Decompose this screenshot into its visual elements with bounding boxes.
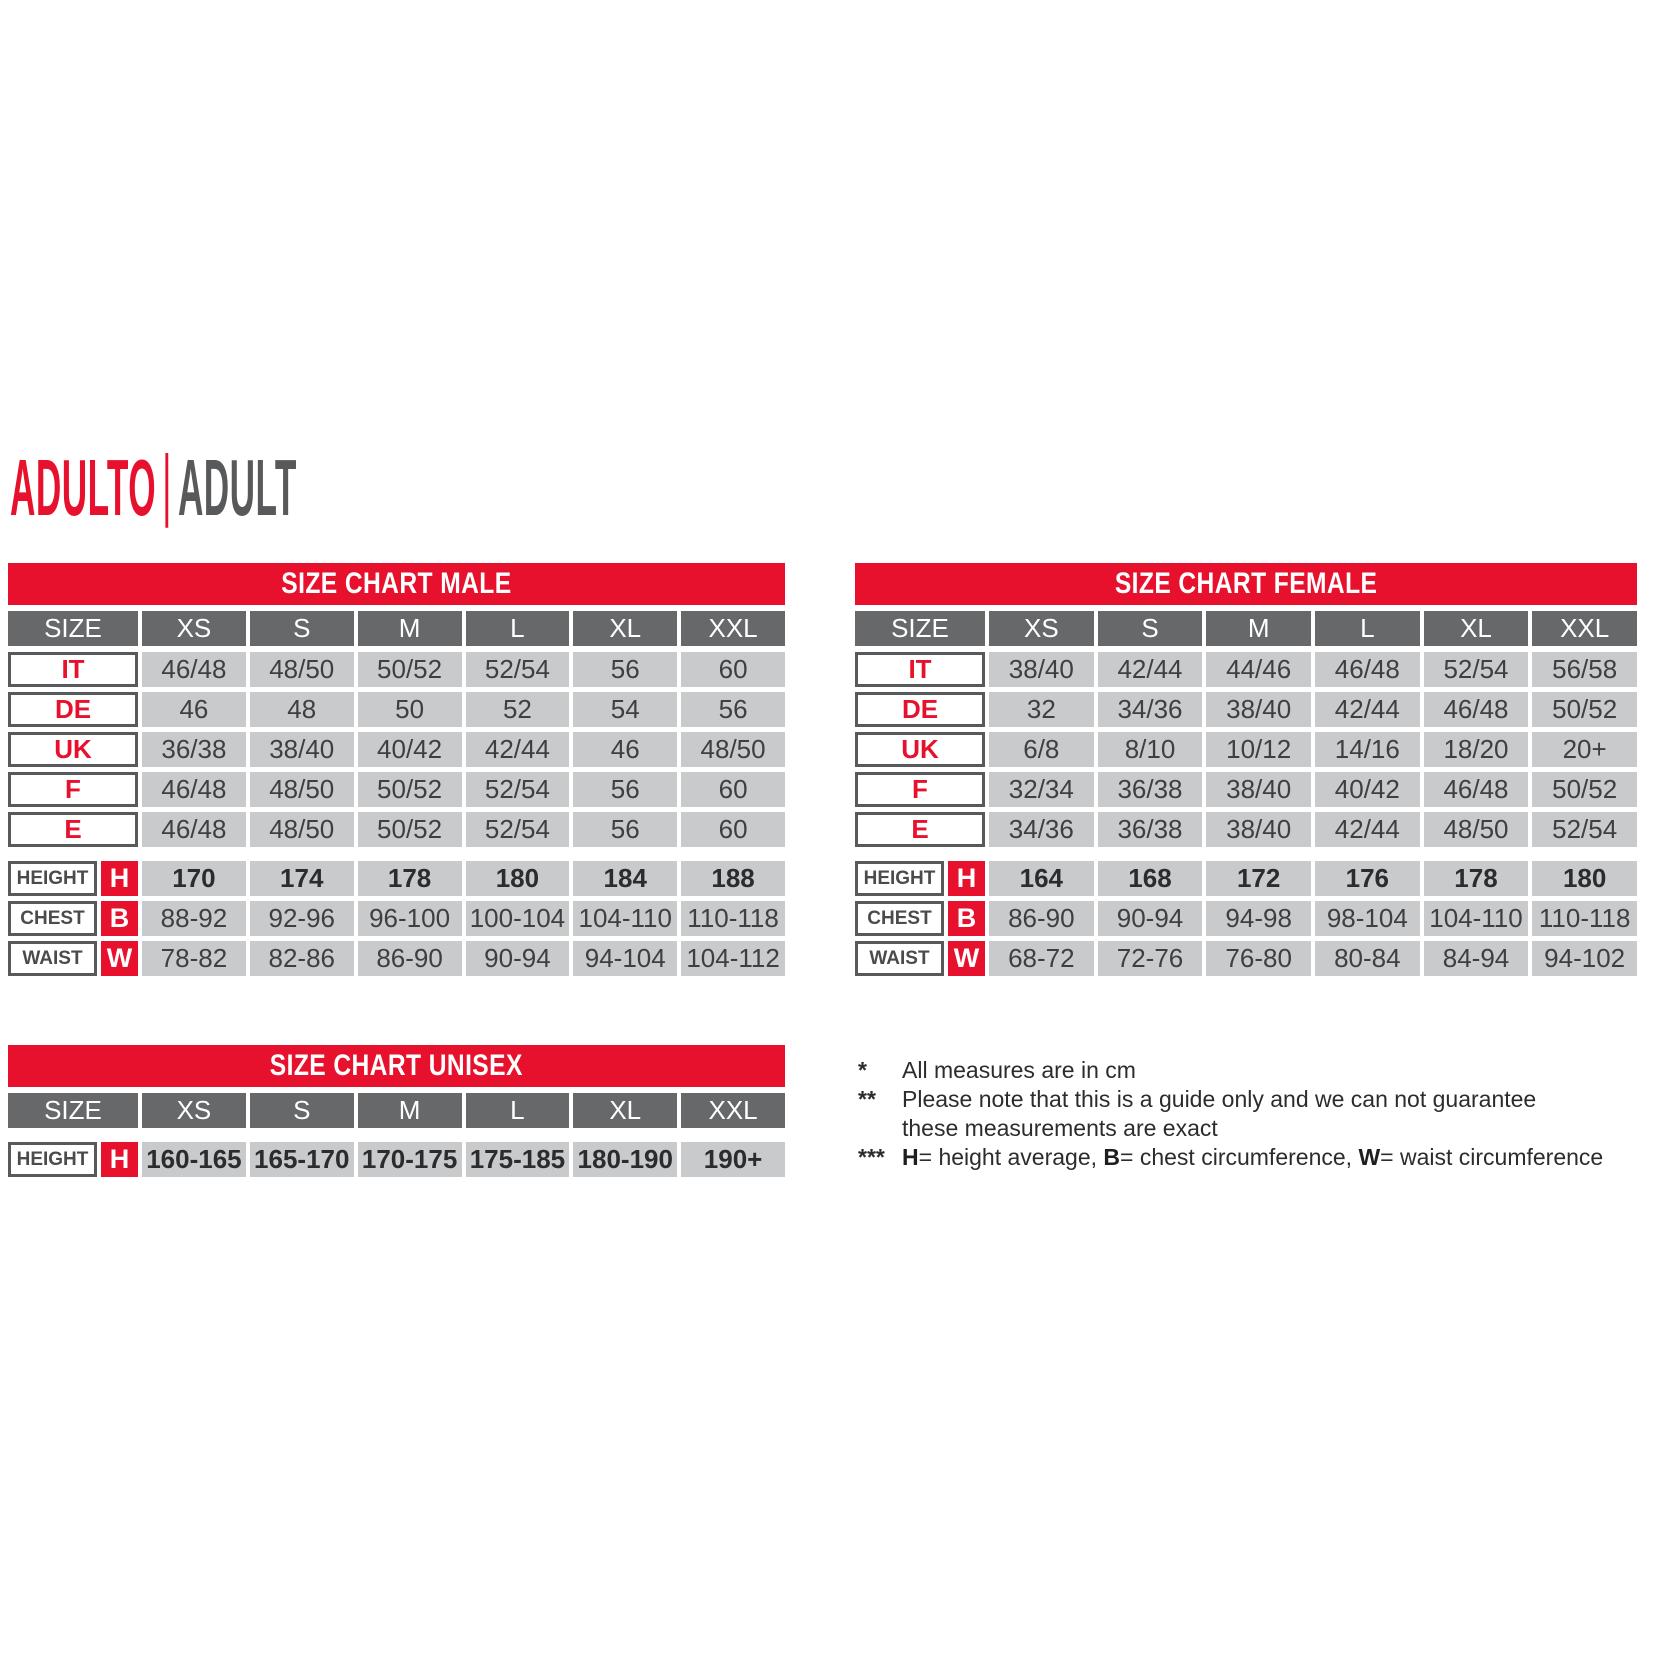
size-column-header: SIZE — [8, 1093, 138, 1128]
measure-label: HEIGHT — [8, 861, 97, 896]
row-label-height — [8, 1142, 138, 1177]
measure-cell: 94-104 — [573, 941, 677, 976]
column-header-l: L — [1315, 611, 1420, 646]
measure-label: HEIGHT — [8, 1142, 97, 1177]
measure-label: WAIST — [855, 941, 944, 976]
row-label-e: E — [855, 812, 985, 847]
measure-cell: 175-185 — [466, 1142, 570, 1177]
measure-cell: 76-80 — [1206, 941, 1311, 976]
table-body — [855, 652, 1637, 847]
column-header-m: M — [358, 611, 462, 646]
measure-cell: 180 — [466, 861, 570, 896]
size-cell: 50/52 — [358, 812, 462, 847]
size-cell: 52/54 — [1424, 652, 1529, 687]
size-cell: 38/40 — [250, 732, 354, 767]
measure-cell: 178 — [358, 861, 462, 896]
measure-cell: 94-98 — [1206, 901, 1311, 936]
measure-cell: 96-100 — [358, 901, 462, 936]
size-cell: 52 — [466, 692, 570, 727]
measure-cell: 86-90 — [358, 941, 462, 976]
measure-code-h: H — [101, 1142, 138, 1177]
row-label-de: DE — [855, 692, 985, 727]
size-cell: 56 — [681, 692, 785, 727]
size-cell: 52/54 — [466, 772, 570, 807]
size-cell: 32 — [989, 692, 1094, 727]
measure-cell: 82-86 — [250, 941, 354, 976]
size-cell: 44/46 — [1206, 652, 1311, 687]
measure-code-h: H — [948, 861, 985, 896]
measure-code-h: H — [101, 861, 138, 896]
row-label-it: IT — [8, 652, 138, 687]
measure-cell: 72-76 — [1098, 941, 1203, 976]
measure-label: CHEST — [8, 901, 97, 936]
measure-cell: 92-96 — [250, 901, 354, 936]
page-title-adulto: ADULTO — [10, 443, 157, 532]
size-cell: 56 — [573, 812, 677, 847]
row-label-f: F — [855, 772, 985, 807]
table-measure-rows — [8, 861, 785, 976]
row-label-f: F — [8, 772, 138, 807]
size-cell: 36/38 — [1098, 812, 1203, 847]
size-cell: 60 — [681, 772, 785, 807]
legend-b-desc: = chest circumference, — [1120, 1144, 1359, 1170]
column-header-s: S — [250, 1093, 354, 1128]
column-header-xs: XS — [989, 611, 1094, 646]
table-title: SIZE CHART UNISEX — [270, 1049, 523, 1082]
size-cell: 40/42 — [1315, 772, 1420, 807]
legend-w: W — [1358, 1144, 1381, 1170]
size-cell: 38/40 — [1206, 692, 1311, 727]
size-cell: 56 — [573, 652, 677, 687]
measure-cell: 184 — [573, 861, 677, 896]
column-header-s: S — [1098, 611, 1203, 646]
size-cell: 14/16 — [1315, 732, 1420, 767]
measure-cell: 188 — [681, 861, 785, 896]
measure-cell: 180 — [1532, 861, 1637, 896]
table-title: SIZE CHART FEMALE — [1114, 567, 1378, 600]
measure-cell: 180-190 — [573, 1142, 677, 1177]
row-label-chest — [8, 901, 138, 936]
size-cell: 50/52 — [358, 772, 462, 807]
measure-cell: 104-110 — [1424, 901, 1529, 936]
measure-cell: 86-90 — [989, 901, 1094, 936]
table-header-row — [8, 611, 785, 646]
size-cell: 42/44 — [1315, 692, 1420, 727]
row-label-height — [8, 861, 138, 896]
size-cell: 10/12 — [1206, 732, 1311, 767]
measure-cell: 190+ — [681, 1142, 785, 1177]
size-cell: 56 — [573, 772, 677, 807]
table-header-row — [8, 1093, 785, 1128]
size-cell: 48/50 — [250, 652, 354, 687]
measure-cell: 174 — [250, 861, 354, 896]
measure-code-w: W — [948, 941, 985, 976]
row-label-de: DE — [8, 692, 138, 727]
title-separator: | — [162, 439, 172, 528]
measure-cell: 170-175 — [358, 1142, 462, 1177]
size-cell: 50/52 — [358, 652, 462, 687]
measure-cell: 110-118 — [681, 901, 785, 936]
table-body — [8, 652, 785, 847]
measure-cell: 164 — [989, 861, 1094, 896]
size-cell: 50 — [358, 692, 462, 727]
measure-cell: 178 — [1424, 861, 1529, 896]
row-label-waist — [8, 941, 138, 976]
footnote-line-1: Please note that this is a guide only and we can not guarantee — [902, 1086, 1537, 1112]
measure-label: HEIGHT — [855, 861, 944, 896]
size-cell: 52/54 — [466, 652, 570, 687]
size-cell: 50/52 — [1532, 772, 1637, 807]
measure-label: CHEST — [855, 901, 944, 936]
footnote-legend — [858, 1143, 1603, 1172]
size-cell: 18/20 — [1424, 732, 1529, 767]
measure-code-b: B — [948, 901, 985, 936]
size-cell: 46/48 — [142, 652, 246, 687]
size-cell: 32/34 — [989, 772, 1094, 807]
legend-h: H — [902, 1144, 919, 1170]
size-cell: 46/48 — [1424, 772, 1529, 807]
measure-cell: 68-72 — [989, 941, 1094, 976]
size-cell: 42/44 — [466, 732, 570, 767]
measure-code-w: W — [101, 941, 138, 976]
table-title-banner — [8, 563, 785, 605]
size-cell: 46/48 — [1424, 692, 1529, 727]
column-header-xs: XS — [142, 611, 246, 646]
size-cell: 50/52 — [1532, 692, 1637, 727]
size-cell: 38/40 — [989, 652, 1094, 687]
size-chart-unisex-table — [8, 1045, 785, 1177]
measure-cell: 90-94 — [466, 941, 570, 976]
size-cell: 46/48 — [142, 772, 246, 807]
page-title — [10, 439, 297, 534]
size-cell: 34/36 — [989, 812, 1094, 847]
measure-cell: 176 — [1315, 861, 1420, 896]
table-header-row — [855, 611, 1637, 646]
size-cell: 48/50 — [1424, 812, 1529, 847]
row-label-uk: UK — [8, 732, 138, 767]
measure-cell: 168 — [1098, 861, 1203, 896]
column-header-xl: XL — [573, 611, 677, 646]
size-cell: 56/58 — [1532, 652, 1637, 687]
measure-cell: 172 — [1206, 861, 1311, 896]
column-header-xxl: XXL — [1532, 611, 1637, 646]
table-title-banner — [855, 563, 1637, 605]
row-label-it: IT — [855, 652, 985, 687]
column-header-xl: XL — [573, 1093, 677, 1128]
footnote-marker: * — [858, 1057, 867, 1083]
row-label-height — [855, 861, 985, 896]
page-title-adult: ADULT — [177, 443, 297, 532]
legend-b: B — [1103, 1144, 1121, 1170]
column-header-xl: XL — [1424, 611, 1529, 646]
measure-cell: 84-94 — [1424, 941, 1529, 976]
size-cell: 54 — [573, 692, 677, 727]
measure-cell: 165-170 — [250, 1142, 354, 1177]
measure-cell: 104-110 — [573, 901, 677, 936]
column-header-s: S — [250, 611, 354, 646]
size-cell: 38/40 — [1206, 772, 1311, 807]
size-cell: 38/40 — [1206, 812, 1311, 847]
size-cell: 20+ — [1532, 732, 1637, 767]
column-header-m: M — [1206, 611, 1311, 646]
row-label-waist — [855, 941, 985, 976]
footnote-marker: *** — [858, 1144, 885, 1170]
row-label-e: E — [8, 812, 138, 847]
size-cell: 48/50 — [681, 732, 785, 767]
table-measure-rows — [855, 861, 1637, 976]
size-cell: 46/48 — [1315, 652, 1420, 687]
measure-cell: 170 — [142, 861, 246, 896]
size-cell: 52/54 — [1532, 812, 1637, 847]
size-chart-male-table — [8, 563, 785, 976]
measure-cell: 100-104 — [466, 901, 570, 936]
size-column-header: SIZE — [855, 611, 985, 646]
column-header-l: L — [466, 1093, 570, 1128]
row-label-chest — [855, 901, 985, 936]
size-cell: 8/10 — [1098, 732, 1203, 767]
table-measure-rows — [8, 1142, 785, 1177]
footnote-line-2: these measurements are exact — [902, 1115, 1218, 1141]
size-cell: 6/8 — [989, 732, 1094, 767]
measure-cell: 78-82 — [142, 941, 246, 976]
measure-code-b: B — [101, 901, 138, 936]
measure-cell: 104-112 — [681, 941, 785, 976]
size-chart-female-table — [855, 563, 1637, 976]
size-cell: 48/50 — [250, 812, 354, 847]
footnote-text — [902, 1085, 1536, 1143]
column-header-xxl: XXL — [681, 611, 785, 646]
row-label-uk: UK — [855, 732, 985, 767]
measure-cell: 160-165 — [142, 1142, 246, 1177]
size-cell: 42/44 — [1098, 652, 1203, 687]
footnote-marker: ** — [858, 1086, 876, 1112]
size-cell: 48 — [250, 692, 354, 727]
size-cell: 46 — [573, 732, 677, 767]
size-cell: 36/38 — [142, 732, 246, 767]
size-cell: 52/54 — [466, 812, 570, 847]
footnotes — [858, 1056, 1603, 1172]
size-cell: 46 — [142, 692, 246, 727]
measure-cell: 94-102 — [1532, 941, 1637, 976]
column-header-l: L — [466, 611, 570, 646]
size-cell: 48/50 — [250, 772, 354, 807]
size-cell: 40/42 — [358, 732, 462, 767]
size-cell: 46/48 — [142, 812, 246, 847]
table-title: SIZE CHART MALE — [281, 567, 512, 600]
table-title-banner — [8, 1045, 785, 1087]
size-column-header: SIZE — [8, 611, 138, 646]
measure-cell: 98-104 — [1315, 901, 1420, 936]
measure-cell: 110-118 — [1532, 901, 1637, 936]
size-cell: 60 — [681, 652, 785, 687]
column-header-m: M — [358, 1093, 462, 1128]
footnote-measures-cm — [858, 1056, 1603, 1085]
size-cell: 36/38 — [1098, 772, 1203, 807]
footnote-text: All measures are in cm — [902, 1057, 1136, 1083]
column-header-xxl: XXL — [681, 1093, 785, 1128]
size-cell: 60 — [681, 812, 785, 847]
measure-cell: 90-94 — [1098, 901, 1203, 936]
footnote-text — [902, 1143, 1603, 1172]
measure-cell: 80-84 — [1315, 941, 1420, 976]
measure-label: WAIST — [8, 941, 97, 976]
measure-cell: 88-92 — [142, 901, 246, 936]
size-cell: 42/44 — [1315, 812, 1420, 847]
legend-w-desc: = waist circumference — [1380, 1144, 1604, 1170]
column-header-xs: XS — [142, 1093, 246, 1128]
size-cell: 34/36 — [1098, 692, 1203, 727]
footnote-guide-only — [858, 1085, 1603, 1143]
legend-h-desc: = height average, — [918, 1144, 1104, 1170]
